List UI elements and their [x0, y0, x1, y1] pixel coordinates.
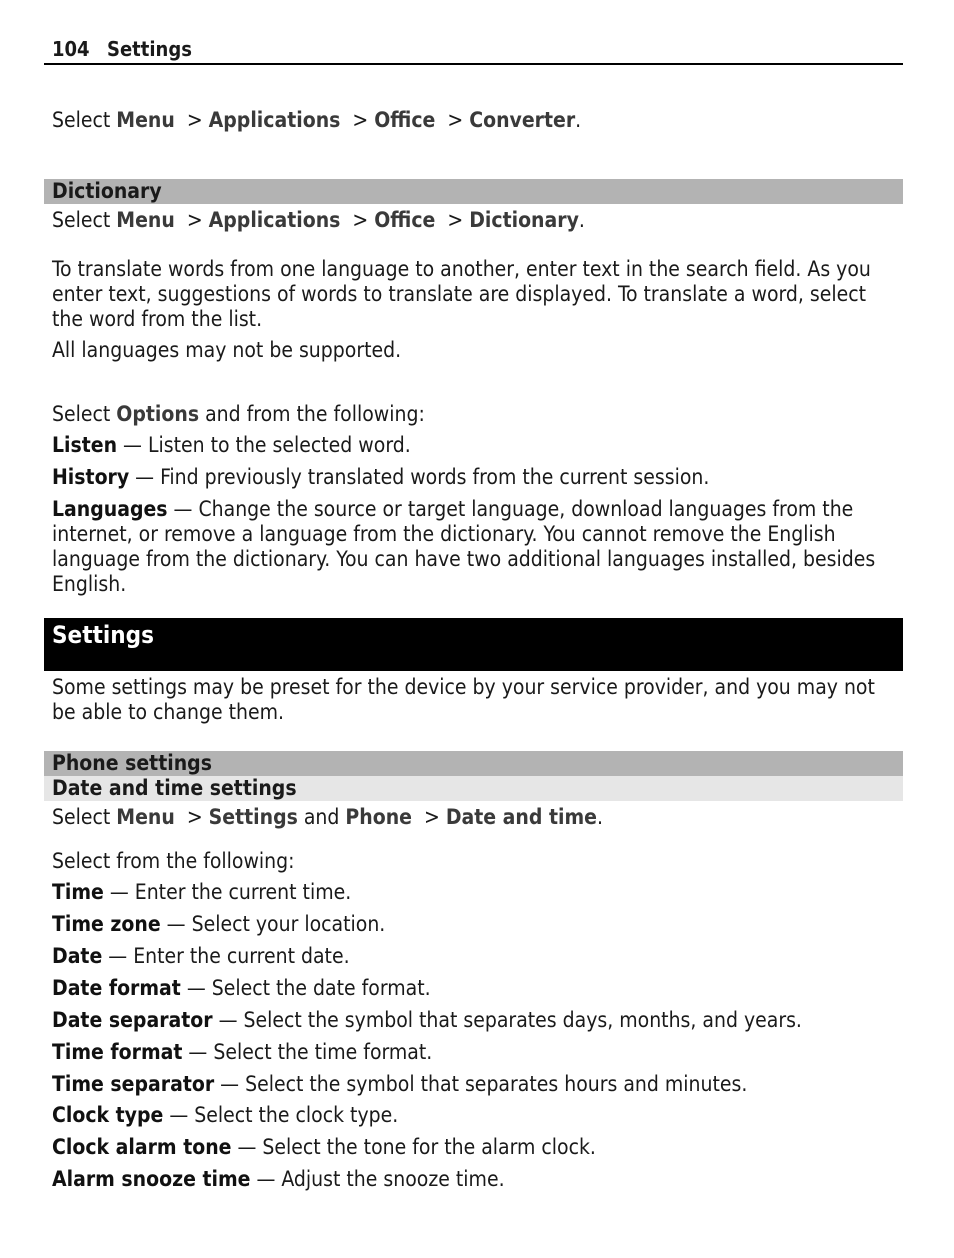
- menu-path-step: Applications: [208, 208, 341, 232]
- setting-term: Date separator: [52, 1008, 213, 1032]
- setting-item: Time separator — Select the symbol that separates hours and minutes.: [52, 1072, 748, 1096]
- dictionary-options-line: Select Options and from the following:: [52, 402, 425, 426]
- date-time-path: Select Menu > Settings and Phone > Date and time.: [52, 805, 603, 829]
- settings-heading: Settings: [44, 618, 903, 671]
- setting-term: Time: [52, 880, 104, 904]
- setting-item: Time zone — Select your location.: [52, 912, 386, 936]
- dictionary-note: All languages may not be supported.: [52, 338, 402, 362]
- settings-intro: Some settings may be preset for the device by your service provider, and you may not be able to change them.: [52, 675, 875, 724]
- setting-term: Date format: [52, 976, 181, 1000]
- select-from-text: Select from the following:: [52, 849, 295, 873]
- phone-settings-heading: Phone settings: [44, 751, 903, 776]
- setting-term: Time format: [52, 1040, 183, 1064]
- setting-item: Date — Enter the current date.: [52, 944, 350, 968]
- setting-item: Alarm snooze time — Adjust the snooze time.: [52, 1167, 505, 1191]
- page-header: [44, 36, 903, 65]
- option-term: Languages: [52, 497, 168, 521]
- setting-item: Date separator — Select the symbol that separates days, months, and years.: [52, 1008, 802, 1032]
- menu-path-step: Converter: [469, 108, 576, 132]
- setting-term: Clock type: [52, 1103, 164, 1127]
- menu-path-step: Applications: [208, 108, 341, 132]
- menu-path-step: Office: [374, 208, 436, 232]
- page-number: 104: [52, 37, 90, 61]
- options-label: Options: [116, 402, 200, 426]
- setting-item: Time format — Select the time format.: [52, 1040, 433, 1064]
- dictionary-heading: Dictionary: [44, 179, 903, 204]
- dictionary-path: Select Menu > Applications > Office > Dictionary.: [52, 208, 585, 232]
- setting-item: Clock type — Select the clock type.: [52, 1103, 399, 1127]
- page-header-title: Settings: [107, 37, 192, 61]
- menu-path-step: Menu: [116, 805, 175, 829]
- menu-path-step: Phone: [345, 805, 412, 829]
- menu-path-step: Office: [374, 108, 436, 132]
- option-item: Listen — Listen to the selected word.: [52, 433, 411, 457]
- dictionary-intro: To translate words from one language to another, enter text in the search field. As you enter text, suggestions of words to translate are displayed. To translate a word, select the word from the list.: [52, 257, 871, 331]
- setting-item: Time — Enter the current time.: [52, 880, 352, 904]
- menu-path-step: Dictionary: [469, 208, 579, 232]
- setting-term: Alarm snooze time: [52, 1167, 251, 1191]
- menu-path-step: Date and time: [445, 805, 597, 829]
- menu-path-step: Menu: [116, 208, 175, 232]
- menu-path-step: Settings: [208, 805, 298, 829]
- setting-term: Date: [52, 944, 103, 968]
- option-item: Languages — Change the source or target language, download languages from the internet, or remove a language from the dictionary. You cannot remove the English language from the dictionary. You can have two additional languages installed, besides English.: [52, 497, 876, 596]
- menu-path-step: Menu: [116, 108, 175, 132]
- date-time-settings-heading: Date and time settings: [44, 776, 903, 801]
- setting-item: Clock alarm tone — Select the tone for the alarm clock.: [52, 1135, 596, 1159]
- option-term: History: [52, 465, 130, 489]
- setting-term: Time separator: [52, 1072, 215, 1096]
- setting-term: Time zone: [52, 912, 161, 936]
- option-item: History — Find previously translated words from the current session.: [52, 465, 710, 489]
- setting-item: Date format — Select the date format.: [52, 976, 431, 1000]
- converter-path: Select Menu > Applications > Office > Converter.: [52, 108, 582, 132]
- setting-term: Clock alarm tone: [52, 1135, 232, 1159]
- option-term: Listen: [52, 433, 118, 457]
